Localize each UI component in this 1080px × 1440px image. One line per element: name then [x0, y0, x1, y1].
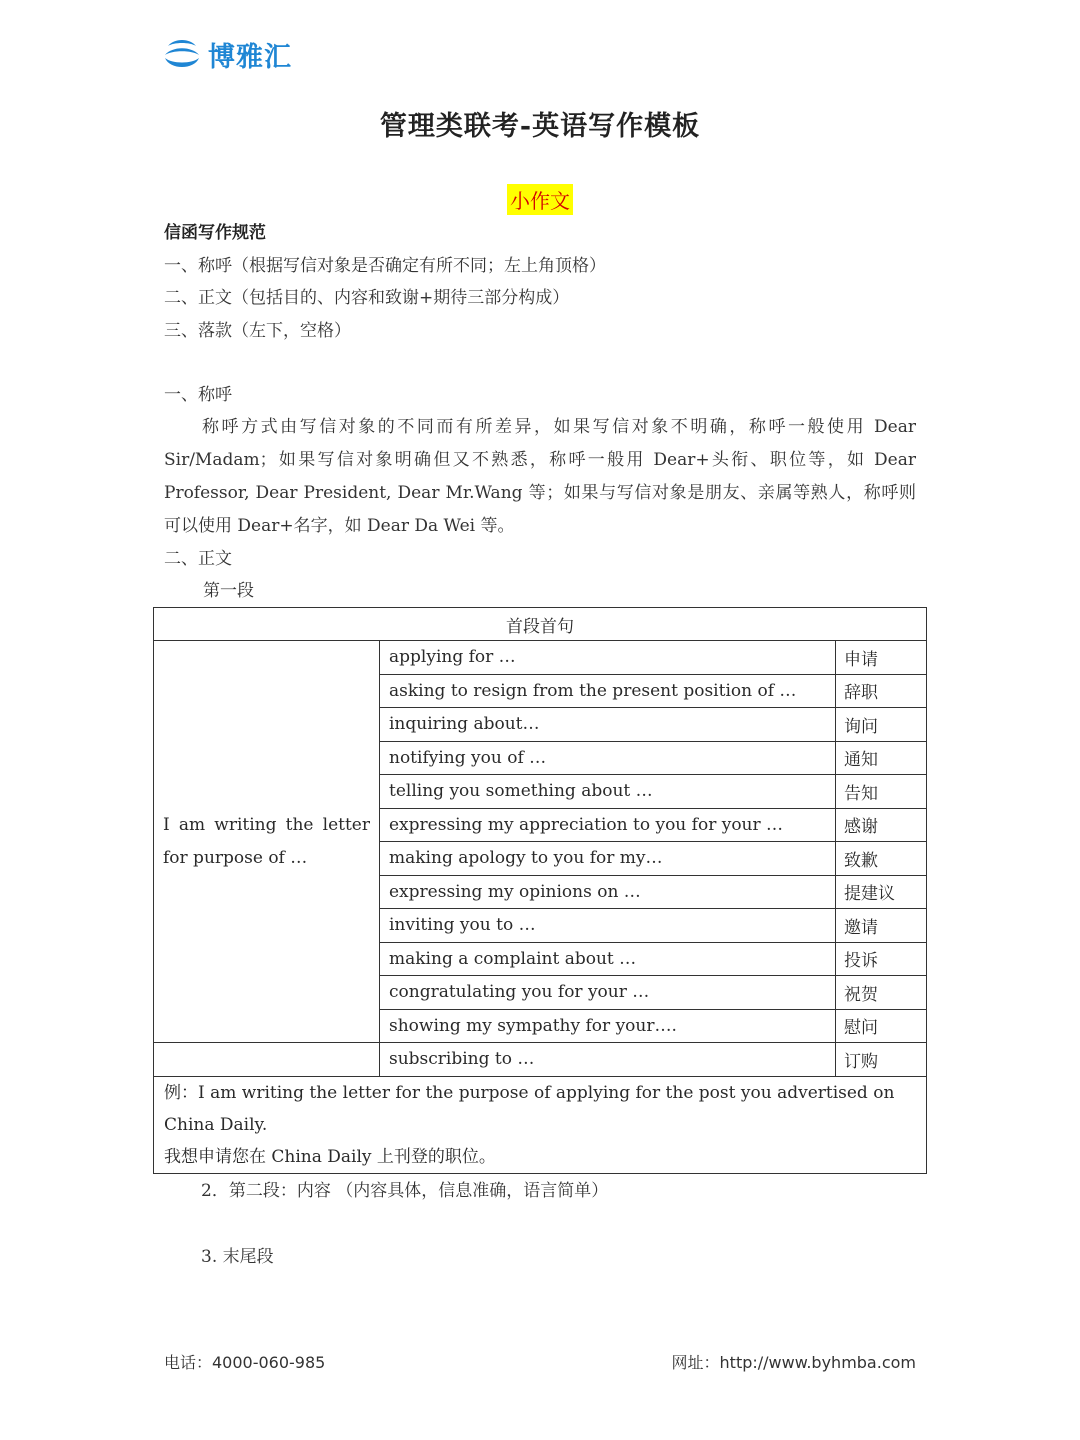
phrase-en: inquiring about… [380, 708, 836, 742]
phrase-cn: 祝贺 [836, 976, 927, 1010]
footer-website: 网址：http://www.byhmba.com [671, 1353, 916, 1372]
phrase-cn: 提建议 [836, 875, 927, 909]
phrase-cn: 订购 [836, 1043, 927, 1077]
brand-mark-icon [162, 34, 202, 74]
outline-item-3: 三、落款（左下，空格） [164, 321, 351, 341]
example-english: 例：I am writing the letter for the purpose of applying for the post you advertised on China Daily. [164, 1082, 895, 1135]
phrase-en: congratulating you for your … [380, 976, 836, 1010]
lead-sentence: I am writing the letter for purpose of … [154, 641, 380, 1043]
table-example-row [154, 1076, 927, 1173]
part2-heading: 二、正文 [164, 549, 232, 569]
example-cell [154, 1076, 927, 1173]
example-chinese: 我想申请您在 China Daily 上刊登的职位。 [164, 1146, 496, 1167]
phrase-cn: 慰问 [836, 1009, 927, 1043]
footer-phone: 电话：4000-060-985 [164, 1353, 326, 1372]
table-header-row [154, 608, 927, 641]
table-row [154, 1043, 927, 1077]
empty-cell [154, 1043, 380, 1077]
phrase-cn: 询问 [836, 708, 927, 742]
brand-name: 博雅汇 [208, 41, 292, 73]
subtitle-highlight: 小作文 [507, 184, 573, 215]
phrase-en: expressing my opinions on … [380, 875, 836, 909]
phrase-en: expressing my appreciation to you for your … [380, 808, 836, 842]
phrase-en: asking to resign from the present position of … [380, 674, 836, 708]
opening-sentence-table [153, 607, 927, 1174]
salutation-explanation: 称呼方式由写信对象的不同而有所差异，如果写信对象不明确，称呼一般使用 Dear Sir/Madam；如果写信对象明确但又不熟悉，称呼一般用 Dear+头衔、职位等，如 Dear Professor, Dear President, Dear Mr.Wang 等；如果与写信对象是朋友、亲属等熟人，称呼则可以使用 Dear+名字，如 Dear Da Wei 等。 [164, 417, 916, 536]
phrase-en: making apology to you for my… [380, 842, 836, 876]
phrase-cn: 通知 [836, 741, 927, 775]
paragraph-two-label: 2．第二段：内容 （内容具体，信息准确，语言简单） [201, 1181, 609, 1201]
outline-item-1: 一、称呼（根据写信对象是否确定有所不同；左上角顶格） [164, 256, 606, 276]
phrase-en: showing my sympathy for your…. [380, 1009, 836, 1043]
phrase-cn: 申请 [836, 641, 927, 675]
phrase-en: subscribing to … [380, 1043, 836, 1077]
phrase-cn: 投诉 [836, 942, 927, 976]
outline-item-2: 二、正文（包括目的、内容和致谢+期待三部分构成） [164, 288, 570, 308]
phrase-en: telling you something about … [380, 775, 836, 809]
phrase-cn: 致歉 [836, 842, 927, 876]
phrase-cn: 辞职 [836, 674, 927, 708]
document-title: 管理类联考-英语写作模板 [379, 111, 701, 142]
part1-heading: 一、称呼 [164, 385, 232, 405]
paragraph-one-label: 第一段 [203, 581, 254, 601]
paragraph-three-label: 3. 末尾段 [201, 1247, 274, 1267]
phrase-en: notifying you of … [380, 741, 836, 775]
phrase-cn: 感谢 [836, 808, 927, 842]
phrase-en: inviting you to … [380, 909, 836, 943]
phrase-cn: 邀请 [836, 909, 927, 943]
section-heading: 信函写作规范 [164, 223, 266, 243]
phrase-en: making a complaint about … [380, 942, 836, 976]
subtitle-row [0, 184, 1080, 215]
phrase-cn: 告知 [836, 775, 927, 809]
phrase-en: applying for … [380, 641, 836, 675]
table-row [154, 641, 927, 675]
brand-logo [162, 32, 292, 76]
table-header: 首段首句 [154, 608, 927, 641]
